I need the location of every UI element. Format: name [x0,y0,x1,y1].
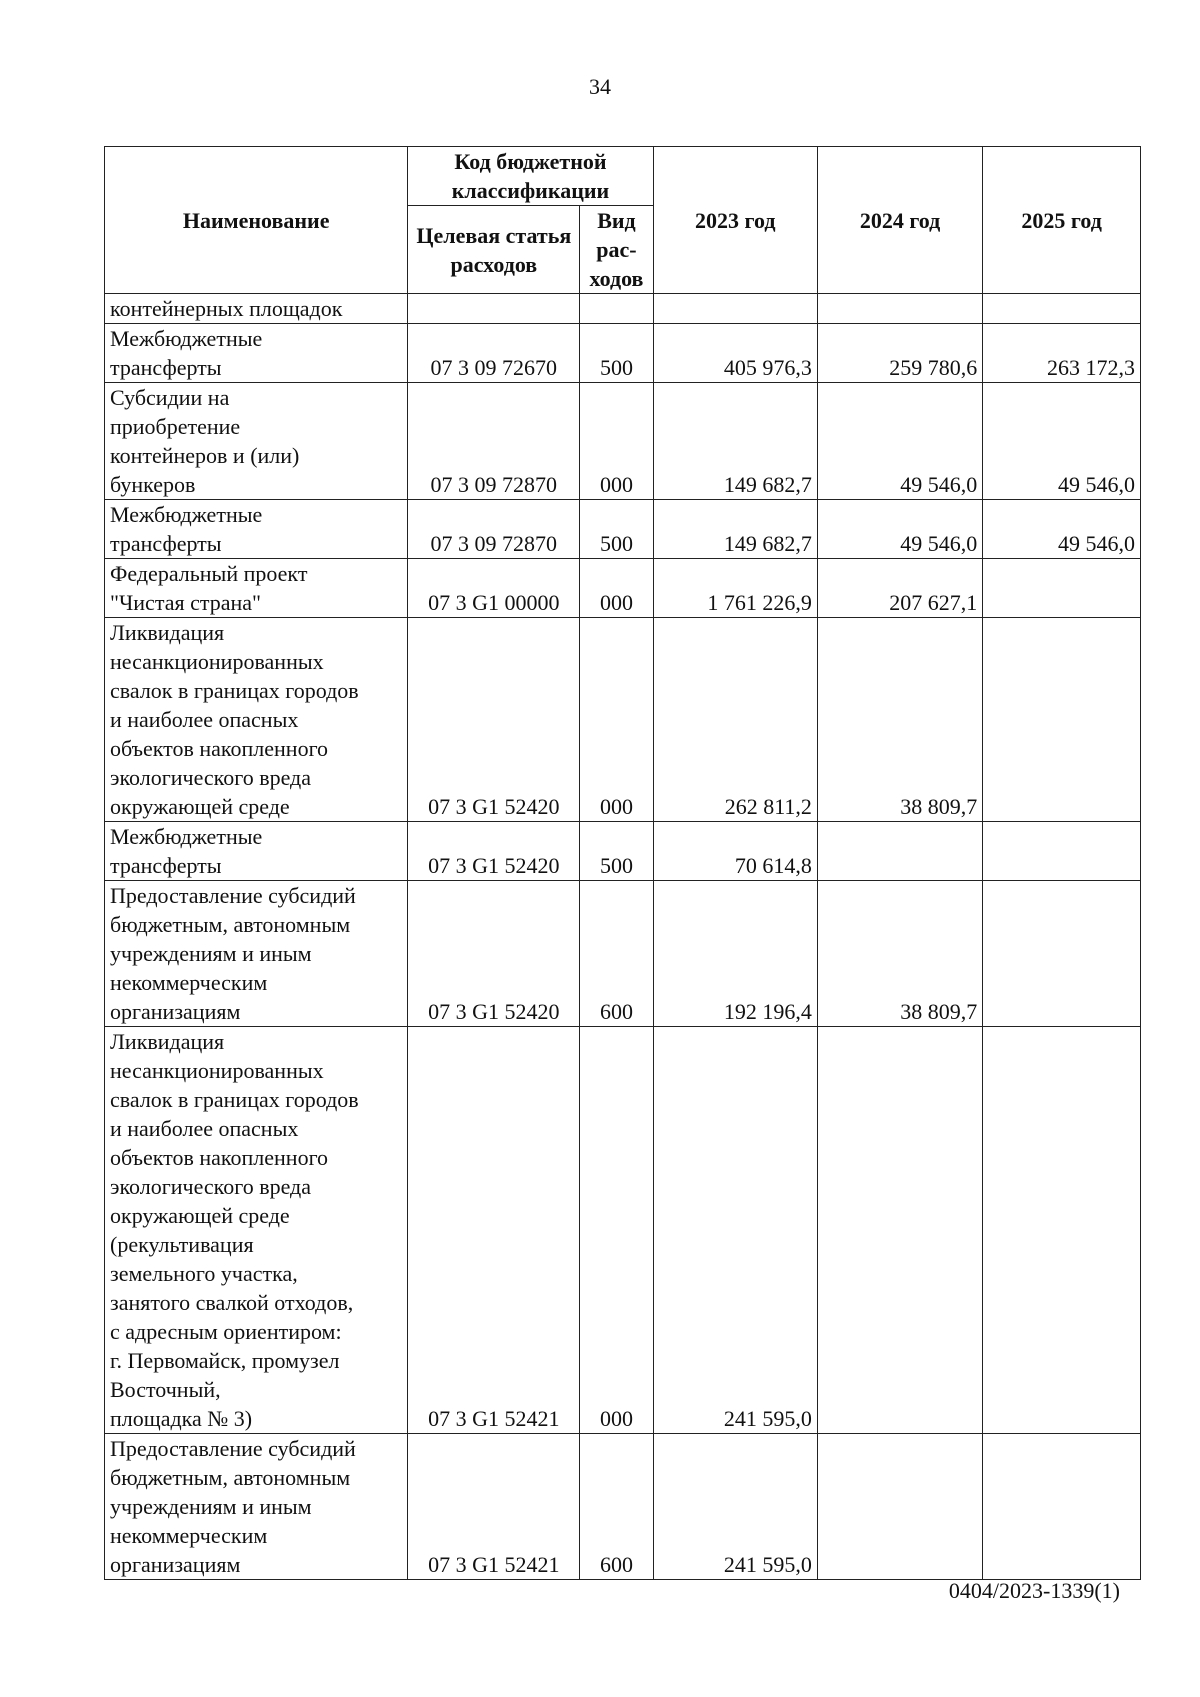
header-expense-kind: Вид рас-ходов [580,206,653,294]
cell-expense-kind: 500 [580,822,653,881]
cell-2024: 49 546,0 [817,500,982,559]
cell-target-article: 07 3 09 72870 [408,500,580,559]
cell-target-article: 07 3 G1 52421 [408,1434,580,1580]
cell-2024: 207 627,1 [817,559,982,618]
cell-2024: 38 809,7 [817,881,982,1027]
cell-2025 [983,822,1141,881]
table-row [105,822,1141,881]
cell-name: Субсидии на приобретение контейнеров и (или) бункеров [105,383,408,500]
cell-2024 [817,822,982,881]
cell-2025: 49 546,0 [983,500,1141,559]
cell-expense-kind: 500 [580,500,653,559]
cell-2023 [653,294,817,324]
cell-name: Федеральный проект "Чистая страна" [105,559,408,618]
cell-expense-kind: 600 [580,881,653,1027]
cell-target-article: 07 3 09 72670 [408,324,580,383]
table-row [105,500,1141,559]
cell-target-article: 07 3 G1 00000 [408,559,580,618]
cell-2025 [983,1027,1141,1434]
table-row [105,559,1141,618]
cell-name: Ликвидация несанкционированных свалок в границах городов и наиболее опасных объектов накопленного экологического вреда окружающей среде (рекультивация земельного участка, занятого свалкой отходов, с адресным ориентиром: г. Первомайск, промузел Восточный, площадка № 3) [105,1027,408,1434]
cell-2023: 405 976,3 [653,324,817,383]
cell-2025 [983,881,1141,1027]
cell-name: контейнерных площадок [105,294,408,324]
cell-2023: 241 595,0 [653,1434,817,1580]
cell-name: Межбюджетные трансферты [105,500,408,559]
header-2024: 2024 год [817,147,982,294]
table-row [105,324,1141,383]
cell-2024: 49 546,0 [817,383,982,500]
cell-name: Межбюджетные трансферты [105,822,408,881]
cell-2023: 149 682,7 [653,500,817,559]
cell-2023: 70 614,8 [653,822,817,881]
cell-target-article: 07 3 G1 52421 [408,1027,580,1434]
cell-name: Предоставление субсидий бюджетным, автономным учреждениям и иным некоммерческим организациям [105,1434,408,1580]
header-2023: 2023 год [653,147,817,294]
cell-2024: 259 780,6 [817,324,982,383]
cell-expense-kind [580,294,653,324]
header-code-group: Код бюджетной классификации [408,147,653,206]
cell-expense-kind: 000 [580,1027,653,1434]
cell-2023: 241 595,0 [653,1027,817,1434]
cell-2024 [817,1434,982,1580]
cell-2023: 262 811,2 [653,618,817,822]
table-row [105,1027,1141,1434]
cell-expense-kind: 000 [580,618,653,822]
cell-2025 [983,559,1141,618]
table-body [105,294,1141,1580]
cell-expense-kind: 600 [580,1434,653,1580]
budget-table [104,146,1141,1580]
cell-target-article: 07 3 G1 52420 [408,618,580,822]
cell-2024 [817,294,982,324]
cell-2024: 38 809,7 [817,618,982,822]
table-row [105,294,1141,324]
cell-2023: 149 682,7 [653,383,817,500]
cell-2025 [983,294,1141,324]
cell-2023: 192 196,4 [653,881,817,1027]
cell-expense-kind: 500 [580,324,653,383]
cell-expense-kind: 000 [580,559,653,618]
cell-target-article: 07 3 09 72870 [408,383,580,500]
cell-2025: 263 172,3 [983,324,1141,383]
table-row [105,383,1141,500]
page-number: 34 [589,74,611,99]
cell-name: Ликвидация несанкционированных свалок в границах городов и наиболее опасных объектов накопленного экологического вреда окружающей среде [105,618,408,822]
header-name: Наименование [105,147,408,294]
cell-name: Межбюджетные трансферты [105,324,408,383]
cell-name: Предоставление субсидий бюджетным, автономным учреждениям и иным некоммерческим организациям [105,881,408,1027]
cell-target-article: 07 3 G1 52420 [408,822,580,881]
cell-target-article [408,294,580,324]
table-header [105,147,1141,294]
cell-target-article: 07 3 G1 52420 [408,881,580,1027]
table-row [105,881,1141,1027]
cell-expense-kind: 000 [580,383,653,500]
header-2025: 2025 год [983,147,1141,294]
cell-2025 [983,618,1141,822]
document-number: 0404/2023-1339(1) [948,1578,1120,1603]
cell-2025: 49 546,0 [983,383,1141,500]
header-target-article: Целевая статья расходов [408,206,580,294]
table-row [105,618,1141,822]
table-row [105,1434,1141,1580]
cell-2023: 1 761 226,9 [653,559,817,618]
cell-2024 [817,1027,982,1434]
cell-2025 [983,1434,1141,1580]
